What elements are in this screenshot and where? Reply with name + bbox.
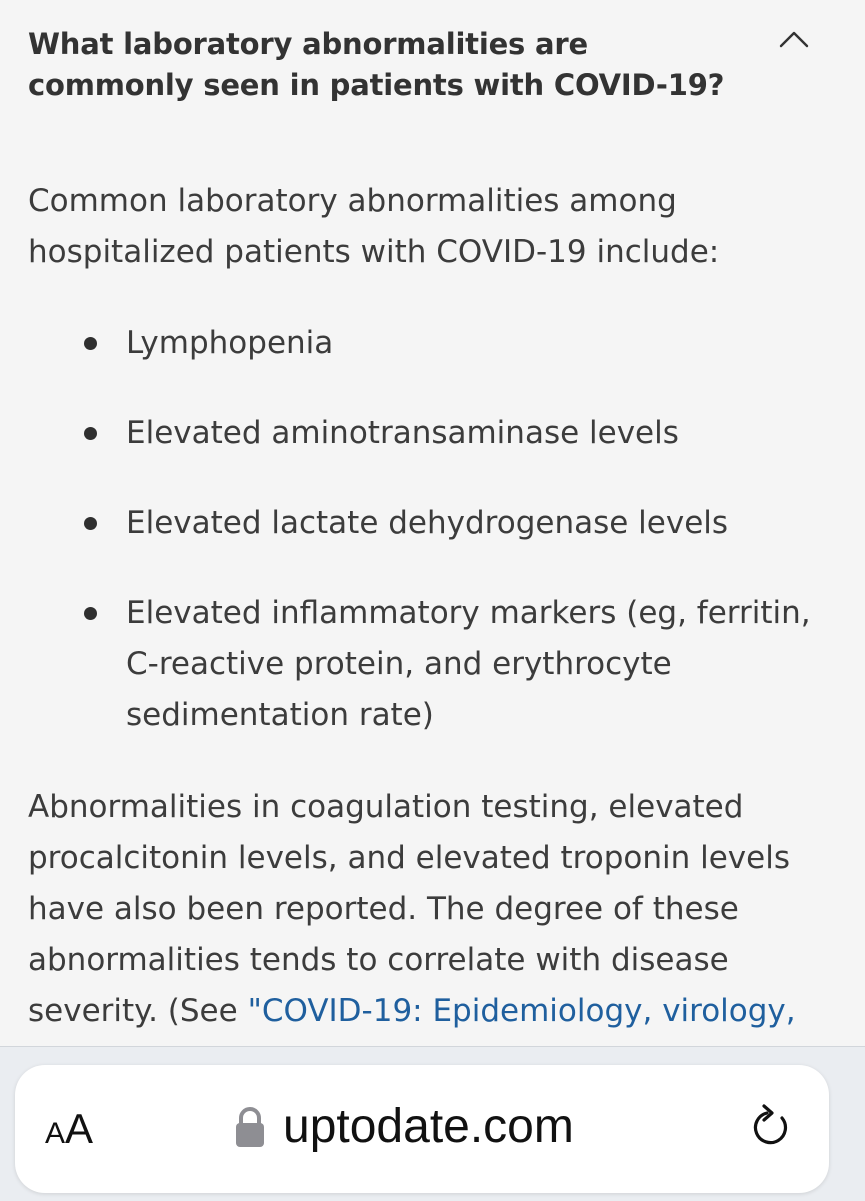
list-item-text: Lymphopenia [126, 325, 334, 361]
bullet-icon [84, 427, 97, 440]
lock-icon [233, 1105, 267, 1149]
bullet-icon [84, 337, 97, 350]
browser-toolbar [0, 1046, 865, 1201]
list-item [0, 318, 865, 369]
list-item [0, 498, 865, 549]
text-size-large-a: A [65, 1105, 94, 1152]
bullet-icon [84, 517, 97, 530]
text-size-small-a: A [45, 1117, 66, 1150]
faq-header[interactable] [28, 24, 728, 106]
abnormalities-list [0, 318, 865, 780]
answer-intro: Common laboratory abnormalities among hospitalized patients with COVID-19 include: [28, 183, 720, 270]
list-item-text: Elevated inflammatory markers (eg, ferritin, C-reactive protein, and erythrocyte sedimentation rate) [126, 595, 811, 733]
text-size-button[interactable] [45, 1105, 93, 1153]
reference-link[interactable]: "COVID-19: Epidemiology, virology, [247, 993, 796, 1029]
collapse-button[interactable] [772, 22, 816, 58]
list-item [0, 408, 865, 459]
address-bar[interactable] [15, 1065, 829, 1193]
url-text[interactable]: uptodate.com [283, 1100, 574, 1153]
reload-icon[interactable] [745, 1101, 797, 1153]
list-item-text: Elevated aminotransaminase levels [126, 415, 679, 451]
list-item [0, 588, 865, 741]
chevron-up-icon [772, 22, 816, 58]
list-item-text: Elevated lactate dehydrogenase levels [126, 505, 729, 541]
answer-followup [28, 782, 838, 1037]
bullet-icon [84, 607, 97, 620]
followup-text: Abnormalities in coagulation testing, elevated procalcitonin levels, and elevated troponin levels have also been reported. The degree of these abnormalities tends to correlate with disease severity. (See [28, 789, 790, 1029]
faq-question: What laboratory abnormalities are commonly seen in patients with COVID-19? [28, 27, 725, 102]
